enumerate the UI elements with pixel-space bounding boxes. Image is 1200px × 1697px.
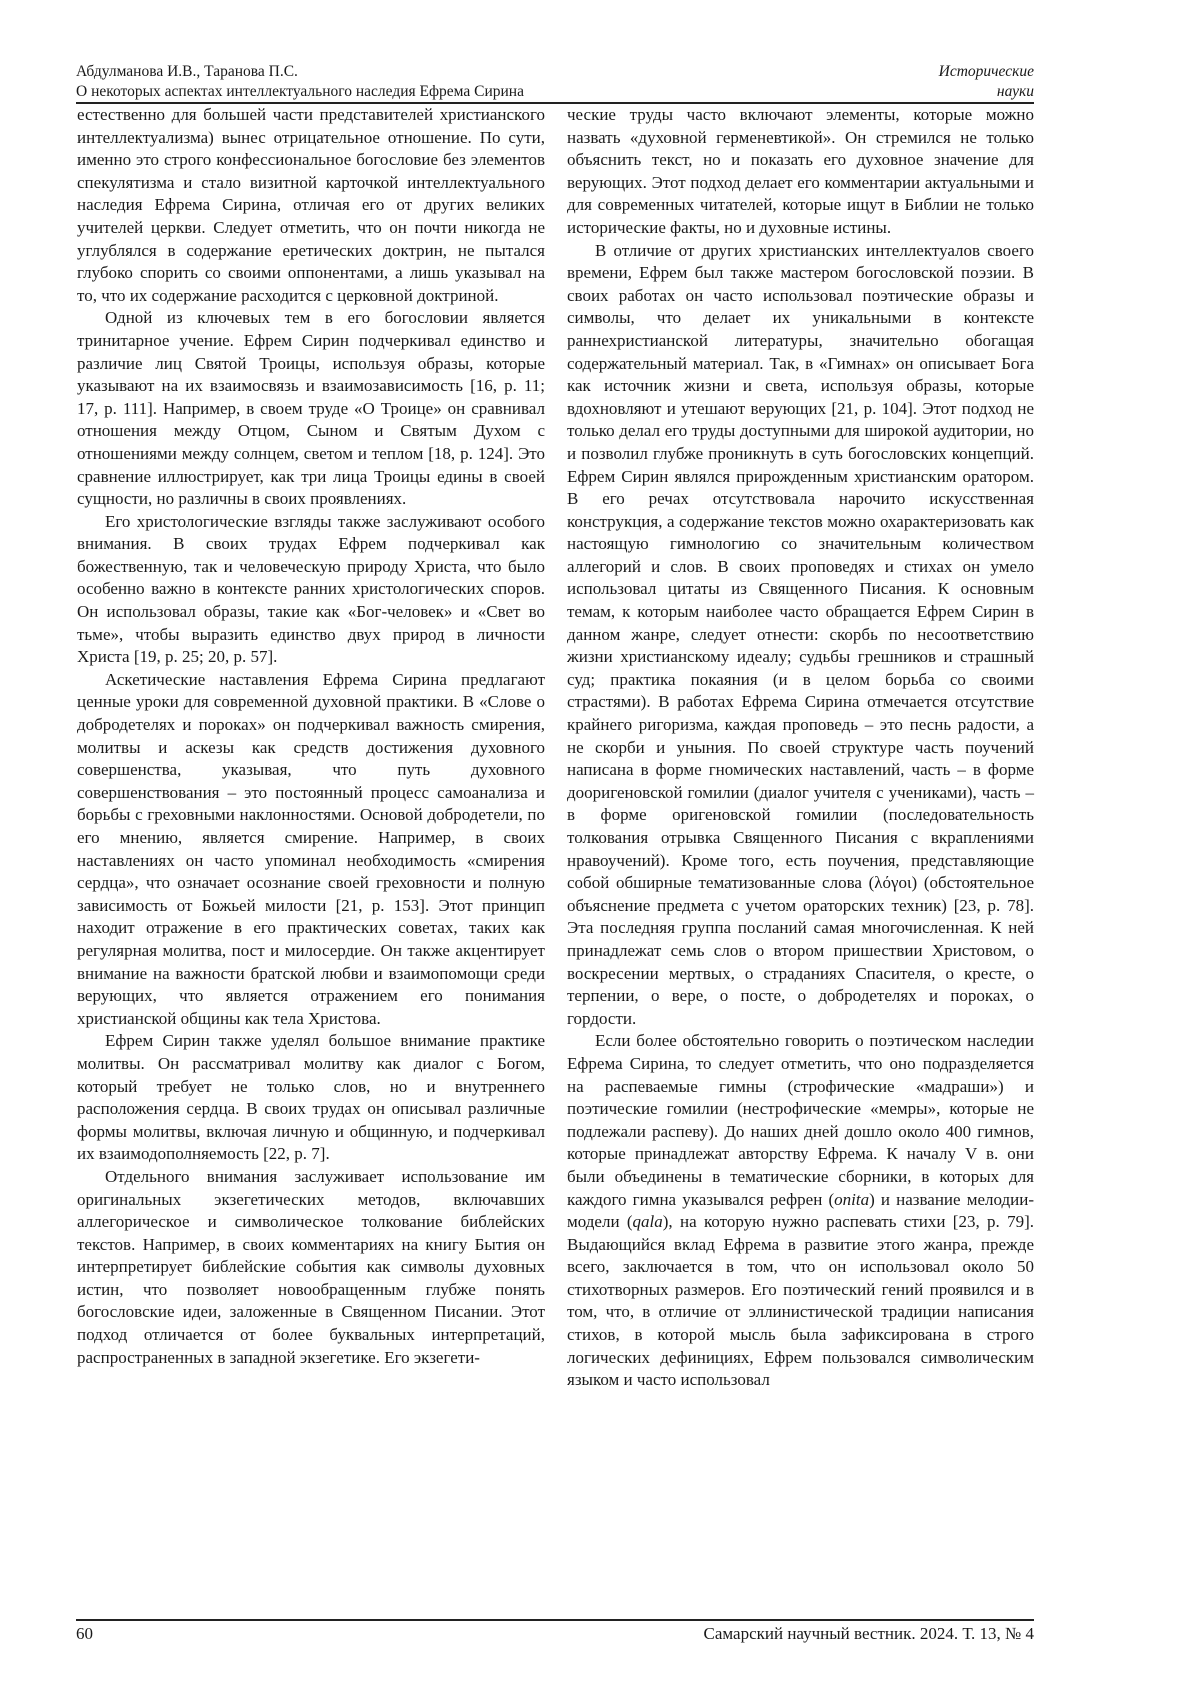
running-footer bbox=[76, 1619, 1034, 1643]
journal-citation: Самарский научный вестник. 2024. Т. 13, № 4 bbox=[703, 1624, 1034, 1643]
paragraph: естественно для большей части представителей христианского интеллектуализма) вынес отрицательное отношение. По сути, именно это строго конфессиональное богословие без элементов спекулятизма и стало визитной карточкой интеллектуального наследия Ефрема Сирина, отличая его от других великих учителей церкви. Следует отметить, что он почти никогда не углублялся в содержание еретических доктрин, не пытался глубоко спорить со своими оппонентами, а лишь указывал на то, что их содержание расходится с церковной доктриной. bbox=[77, 105, 545, 305]
paragraph: ческие труды часто включают элементы, которые можно назвать «духовной герменевтикой». Он стремился не только объяснить текст, но и показать его духовное значение для верующих. Этот подход делает его комментарии актуальными и для современных читателей, которые ищут в Библии не только исторические факты, но и духовные истины. bbox=[567, 105, 1034, 237]
paragraph-last bbox=[567, 1030, 1034, 1392]
page-number: 60 bbox=[76, 1624, 93, 1643]
header-section bbox=[939, 62, 1034, 102]
paragraph: В отличие от других христианских интеллектуалов своего времени, Ефрем был также мастером богословской поэзии. В своих работах он часто использовал поэтические образы и символы, что делает их уникальными в контексте раннехристианской литературы, значительно обогащая содержательный материал. Так, в «Гимнах» он описывает Бога как источник жизни и света, используя образы, которые вдохновляют и утешают верующих [21, p. 104]. Этот подход не только делал его труды доступными для широкой аудитории, но и позволил глубже проникнуть в суть богословских концепций. Ефрем Сирин являлся прирожденным христианским оратором. В его речах отсутствовала нарочито искусственная конструкция, а содержание текстов можно охарактеризовать как настоящую гимнологию со значительным количеством аллегорий и слов. В своих проповедях и стихах он умело использовал цитаты из Священного Писания. К основным темам, к которым наиболее часто обращается Ефрем Сирин в данном жанре, следует отнести: скорбь по несоответствию жизни христианскому идеалу; судьбы грешников и страшный суд; практика покаяния (и в целом борьба со своими страстями). В работах Ефрема Сирина отмечается отсутствие крайнего ригоризма, каждая проповедь – это песнь радости, а не скорби и уныния. По своей структуре часть поучений написана в форме гномических наставлений, часть – в форме дооригеновской гомилии (диалог учителя с учениками), часть – в форме оригеновской гомилии (последовательность толкования отрывка Священного Писания с вкраплениями нравоучений). Кроме того, есть поучения, представляющие собой обширные тематизованные слова (λόγοι) (обстоятельное объяснение предмета с учетом ораторских техник) [23, p. 78]. Эта последняя группа посланий самая многочисленная. К ней принадлежат семь слов о втором пришествии Христовом, о воскресении мертвых, о страданиях Спасителя, о кресте, о терпении, о вере, о посте, о добродетелях и пороках, о гордости. bbox=[567, 240, 1034, 1028]
italic-term-qala: qala bbox=[632, 1212, 663, 1232]
paragraph: Отдельного внимания заслуживает использование им оригинальных экзегетических методов, включавших аллегорическое и символическое толкование библейских текстов. Например, в своих комментариях на книгу Бытия он интерпретирует библейские события как символы духовных истин, что позволяет новообращенным глубже понять богословские идеи, заложенные в Священном Писании. Этот подход отличается от более буквальных интерпретаций, распространенных в западной экзегетике. Его экзегети- bbox=[77, 1166, 545, 1367]
header-authors: Абдулманова И.В., Таранова П.С. bbox=[76, 63, 298, 80]
italic-term-onita: onita bbox=[834, 1189, 870, 1209]
paragraph: Его христологические взгляды также заслуживают особого внимания. В своих трудах Ефрем подчеркивал как божественную, так и человеческую природу Христа, что было особенно важно в контексте ранних христологических споров. Он использовал образы, такие как «Бог-человек» и «Свет во тьме», чтобы выразить единство двух природ в личности Христа [19, p. 25; 20, p. 57]. bbox=[77, 511, 545, 667]
header-left bbox=[76, 62, 524, 102]
right-column bbox=[567, 104, 1034, 1392]
paragraph: Аскетические наставления Ефрема Сирина предлагают ценные уроки для современной духовной практики. В «Слове о добродетелях и пороках» он подчеркивал важность смирения, молитвы и аскезы как средств достижения духовного совершенства, указывая, что путь духовного совершенствования – это постоянный процесс самоанализа и борьбы с греховными наклонностями. Основой добродетели, по его мнению, является смирение. Например, в своих наставлениях он часто упоминал необходимость «смирения сердца», что означает осознание своей греховности и полную зависимость от Божьей милости [21, p. 153]. Этот принцип находит отражение в его практических советах, таких как регулярная молитва, пост и милосердие. Он также акцентирует внимание на важности братской любви и взаимопомощи среди верующих, что является отражением его понимания христианской общины как тела Христова. bbox=[77, 669, 545, 1028]
paragraph: Одной из ключевых тем в его богословии является тринитарное учение. Ефрем Сирин подчеркивал единство и различие лиц Святой Троицы, используя образы, которые указывают на их взаимосвязь и взаимозависимость [16, p. 11; 17, p. 111]. Например, в своем труде «О Троице» он сравнивал отношения между Отцом, Сыном и Святым Духом с отношениями между солнцем, светом и теплом [18, p. 124]. Это сравнение иллюстрирует, как три лица Троицы едины в своей сущности, но различны в своих проявлениях. bbox=[77, 308, 545, 509]
text-run: Если более обстоятельно говорить о поэтическом наследии Ефрема Сирина, то следует отметить, что оно подразделяется на распеваемые гимны (строфические «мадраши») и поэтические гомилии (нестрофические «мемры», которые не подлежали распеву). До наших дней дошло около 400 гимнов, которые принадлежат авторству Ефрема. К началу V в. они были объединены в тематические сборники, в которых для каждого гимна указывался рефрен ( bbox=[567, 1031, 1034, 1209]
header-section-line1: Исторические bbox=[938, 63, 1034, 80]
text-run: ) и название мелодии-модели ( bbox=[567, 1189, 1034, 1232]
left-column bbox=[77, 104, 545, 1369]
header-article-title: О некоторых аспектах интеллектуального наследия Ефрема Сирина bbox=[76, 83, 524, 100]
text-run: ), на которую нужно распевать стихи [23, p. 79]. Выдающийся вклад Ефрема в развитие этого жанра, прежде всего, заключается в том, что он использовал около 50 стихотворных размеров. Его поэтический гений проявился и в том, что, в отличие от эллинистической традиции написания стихов, в которой мысль была зафиксирована в строго логических дефинициях, Ефрем пользовался символическим языком и часто использовал bbox=[567, 1212, 1034, 1390]
paragraph: Ефрем Сирин также уделял большое внимание практике молитвы. Он рассматривал молитву как диалог с Богом, который требует не только слов, но и внутреннего расположения сердца. В своих трудах он описывал различные формы молитвы, включая личную и общинную, и подчеркивал их взаимодополняемость [22, p. 7]. bbox=[77, 1031, 545, 1164]
header-section-line2: науки bbox=[996, 83, 1034, 100]
running-header bbox=[76, 62, 1034, 104]
